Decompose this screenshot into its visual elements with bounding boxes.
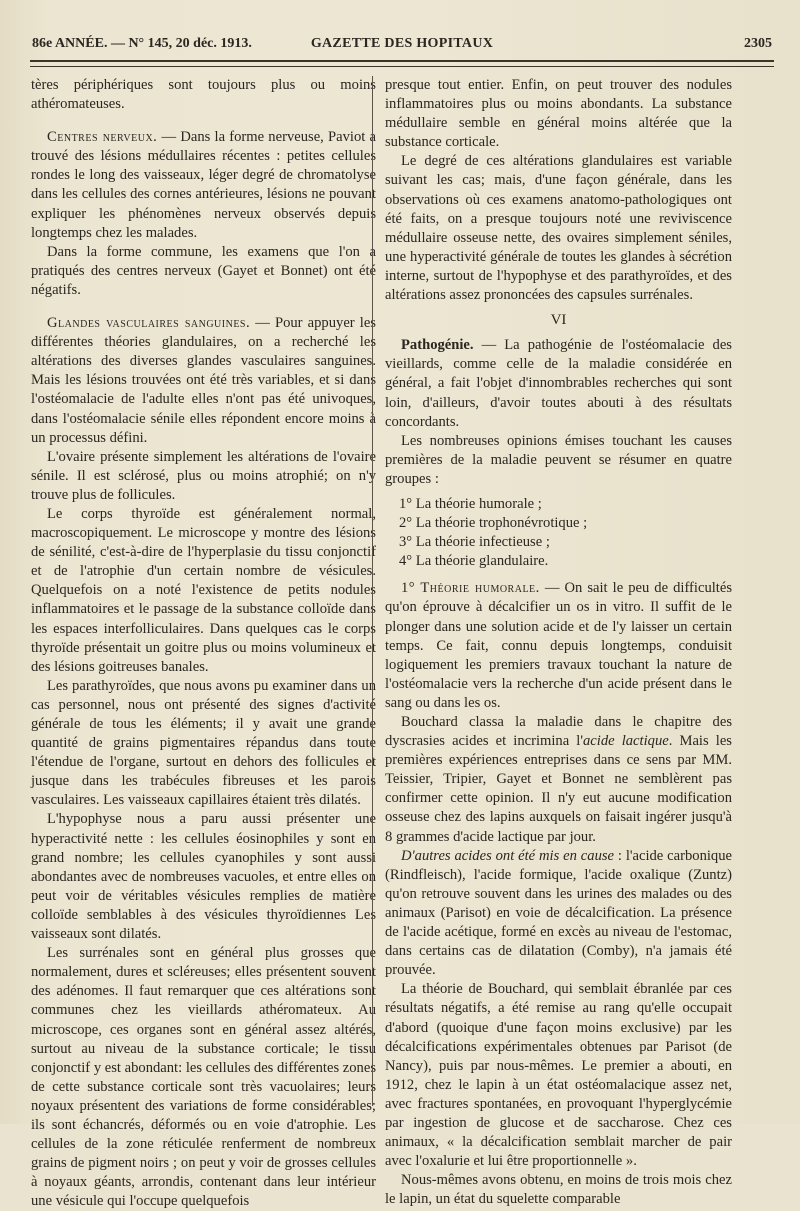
paragraph: Le corps thyroïde est généralement normal, macroscopiquement. Le microscope y montre des lésions de sénilité, c'est-à-dire de l'hyperplasie du tissu conjonctif et de l'atrophie d'un certain nombre de vésicules. Quelquefois on a noté l'existence de petits nodules inflammatoires et le passage de la substance colloïde dans les espaces interfolliculaires. Dans quelques cas le corps thyroïde présentait un goitre plus ou moins volumineux et des lésions goitreuses banales. (31, 505, 376, 675)
list-item: 3° La théorie infectieuse ; (399, 534, 550, 551)
paragraph-centres-nerveux: Centres nerveux. — Dans la forme nerveuse, Paviot a trouvé des lésions médullaires récentes : petites cellules rondes le long des vaisseaux, léger degré de chromatolyse dans les cellules des cornes antérieures, lésions ne pouvant expliquer les phénomènes nerveux observés depuis longtemps chez les malades. (31, 129, 376, 241)
section-heading: Centres nerveux. (47, 129, 158, 146)
list-item: 1° La théorie humorale ; (399, 495, 542, 512)
left-column (31, 76, 376, 1211)
paragraph: Le degré de ces altérations glandulaires est variable suivant les cas; mais, d'une façon générale, dans les observations où ces examens anatomo-pathologiques ont été faits, on a presque toujours noté une reviviscence médullaire osseuse nette, des ovaires simplement séniles, une hyperactivité générale de toutes les glandes à sécrétion interne, surtout de l'hypophyse et des parathyroïdes, et des altérations assez prononcées des capsules surrénales. (385, 153, 732, 304)
paragraph: L'ovaire présente simplement les altérations de l'ovaire sénile. Il est sclérosé, plus ou moins atrophié; on n'y trouve plus de follicules. (31, 448, 376, 503)
page-number: 2305 (744, 36, 772, 51)
list-item: 2° La théorie trophonévrotique ; (399, 515, 588, 532)
paragraph: Dans la forme commune, les examens que l'on a pratiqués des centres nerveux (Gayet et Bonnet) ont été négatifs. (31, 243, 376, 298)
paragraph: tères périphériques sont toujours plus ou moins athéromateuses. (31, 77, 376, 113)
section-number: VI (550, 312, 567, 329)
paragraph: Les parathyroïdes, que nous avons pu examiner dans un cas personnel, nous ont présenté des signes d'activité générale de tous les éléments; il y avait une grande quantité de grains pigmentaires répandus dans toute l'étendue de l'organe, surtout en dehors des follicules et jusque dans les trabécules fibreuses et les parois vasculaires. Les vaisseaux capillaires étaient très dilatés. (31, 677, 376, 809)
paragraph-glandes: Glandes vasculaires sanguines. — Pour appuyer les différentes théories glandulaires, on a recherché les altérations des diverses glandes vasculaires sanguines. Mais les lésions trouvées ont été très variables, et si dans l'ostéomalacie de l'adulte elles n'ont pas été univoques, dans l'ostéomalacie sénile elles répondent encore moins à un processus défini. (31, 315, 376, 446)
paragraph-theorie-humorale: 1° Théorie humorale. — On sait le peu de difficultés qu'on éprouve à décalcifier un os in vitro. Il suffit de le plonger dans une solution acide et de l'y laisser un certain temps. Ce fait, connu depuis longtemps, conduisit logiquement les premiers travaux touchant la nature de l'ostéomalacie vers la recherche d'un acide présent dans le sang ou dans les os. (385, 580, 733, 711)
header-rule-thin (30, 66, 774, 67)
page-header (32, 36, 772, 58)
paragraph: Les nombreuses opinions émises touchant les causes premières de la maladie peuvent se résumer en quatre groupes : (385, 432, 732, 487)
paragraph: Nous-mêmes avons obtenu, en moins de trois mois chez le lapin, un état du squelette comparable (385, 1172, 732, 1208)
list-item: 4° La théorie glandulaire. (399, 553, 549, 570)
section-heading: Pathogénie. (401, 337, 474, 354)
paragraph: L'hypophyse nous a paru aussi présenter une hyperactivité nette : les cellules éosinophiles y sont en grand nombre; les cellules cyanophiles y sont aussi abondantes avec de nombreuses vacuoles, et entre elles on peut voir de véritables vésicules remplies de matière colloïde semblables à des vésicules thyroïdiennes Les vaisseaux sont dilatés. (31, 811, 376, 943)
paragraph-pathogenie: Pathogénie. — La pathogénie de l'ostéomalacie des vieillards, comme celle de la maladie considérée en général, a fait l'objet d'innombrables recherches qui sont loin, d'ailleurs, d'avoir toutes abouti à des résultats concordants. (385, 337, 732, 430)
right-column (385, 76, 732, 1209)
section-heading: Glandes vasculaires sanguines. (47, 315, 251, 332)
paragraph: presque tout entier. Enfin, on peut trouver des nodules inflammatoires plus ou moins abondants. La substance médullaire semble en général moins altérée que la substance corticale. (385, 77, 732, 151)
publication-title: GAZETTE DES HOPITAUX (310, 36, 494, 51)
paragraph: Bouchard classa la maladie dans le chapitre des dyscrasies acides et incrimina l'acide lactique. Mais les premières expériences entreprises dans ce sens par MM. Teissier, Tripier, Gayet et Bonnet ne semblèrent pas confirmer cette opinion. Il n'y eut aucune modification osseuse chez des lapins auxquels on faisait ingérer jusqu'à 8 grammes d'acide lactique par jour. (385, 714, 732, 845)
issue-info: 86e ANNÉE. — N° 145, 20 déc. 1913. (32, 36, 252, 51)
header-rule-thick (30, 60, 774, 62)
paragraph: D'autres acides ont été mis en cause : l'acide carbonique (Rindfleisch), l'acide formique, l'acide oxalique (Zuntz) qu'on retrouve souvent dans les urines des malades ou des animaux (Parisot) en voie de décalcification. La présence de l'acide acétique, formé en excès au niveau de l'estomac, dans certains cas de dilatation (Comby), n'a jamais été prouvée. (385, 847, 732, 979)
section-heading: 1° Théorie humorale. (401, 580, 540, 597)
theory-list (385, 495, 732, 571)
paragraph: Les surrénales sont en général plus grosses que normalement, dures et scléreuses; elles présentent souvent des adénomes. Il faut remarquer que ces altérations sont communes chez les vieillards athéromateux. Au microscope, ces organes sont en général assez altérés, surtout au niveau de la substance corticale; le tissu conjonctif y est abondant: les cellules des différentes zones de cette substance corticale sont très vacuolaires; leurs noyaux présentent des variations de forme considérables; ils sont échancrés, déformés ou en voie d'atrophie. Les cellules de la zone réticulée renferment de nombreux grains de pigment noirs ; on peut y voir de grosses cellules à noyaux géants, arrondis, contenant dans leur intérieur une vésicule qui l'occupe quelquefois (31, 945, 377, 1210)
paragraph: La théorie de Bouchard, qui semblait ébranlée par ces résultats négatifs, a été remise au rang qu'elle occupait d'abord (quoique d'une façon moins exclusive) par les décalcifications expérimentales obtenues par Parisot (de Nancy), puis par nous-mêmes. Le premier a abouti, en 1912, chez le lapin à un état ostéomalacique assez net, avec fractures spontanées, en provoquant l'hyperglycémie par ingestion de glucose et de saccharose. Chez ces animaux, « la décalcification semblait marcher de pair avec l'oxalurie et lui être proportionnelle ». (385, 981, 732, 1170)
column-divider (372, 76, 373, 1106)
